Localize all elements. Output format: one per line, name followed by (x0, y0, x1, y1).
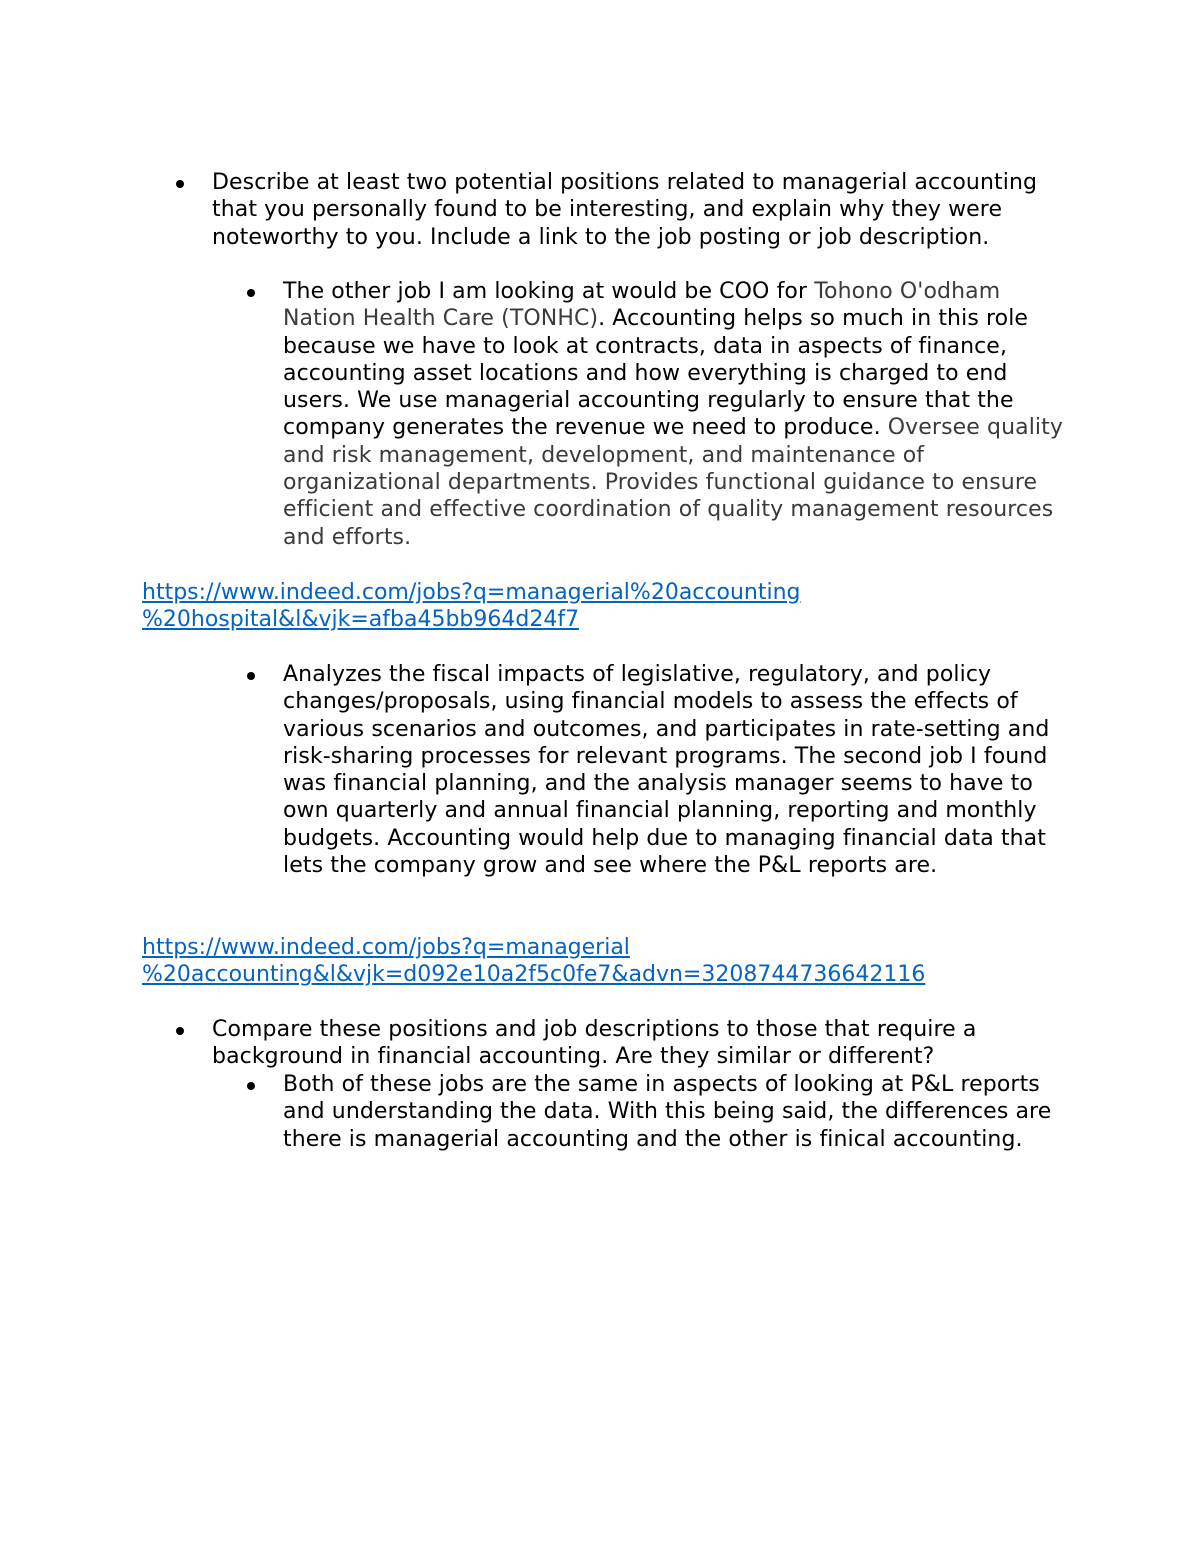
bullet-marker (247, 289, 255, 297)
bullet-prompt-compare: Compare these positions and job descriptions to those that require a background in financial accounting. Are they similar or different? (212, 1017, 977, 1070)
link-1-line-1: https://www.indeed.com/jobs?q=managerial%20accounting (142, 580, 801, 605)
bullet-marker (176, 1027, 184, 1035)
link-2-line-1: https://www.indeed.com/jobs?q=managerial (142, 935, 630, 960)
bullet-marker (247, 1082, 255, 1090)
answer-coo-employer: Tohono O'odham Nation Health Care (TONHC) (283, 279, 1001, 332)
bullet-marker (247, 672, 255, 680)
bullet-prompt-positions: Describe at least two potential positions related to managerial accounting that you personally found to be interesting, and explain why they were noteworthy to you. Include a link to the job posting or job description. (212, 170, 1038, 250)
bullet-marker (176, 180, 184, 188)
bullet-answer-financial-planning: Analyzes the fiscal impacts of legislative, regulatory, and policy changes/proposals, using financial models to assess the effects of various scenarios and outcomes, and participates in rate-setting and risk-sharing processes for relevant programs. The second job I found was financial planning, and the analysis manager seems to have to own quarterly and annual financial planning, reporting and monthly budgets. Accounting would help due to managing financial data that lets the company grow and see where the P&L reports are. (283, 662, 1050, 879)
answer-coo-text-2: . Accounting helps so much in this role because we have to look at contracts, data in aspects of finance, accounting asset locations and how everything is charged to end users. We use managerial accounting regularly to ensure that the company generates the revenue we need to produce. (283, 306, 1029, 441)
answer-coo-text-1: The other job I am looking at would be COO for (283, 279, 815, 304)
bullet-answer-coo (283, 278, 1073, 551)
job-posting-link-2[interactable] (142, 934, 1042, 989)
job-posting-link-1[interactable] (142, 579, 902, 634)
bullet-answer-compare: Both of these jobs are the same in aspects of looking at P&L reports and understanding the data. With this being said, the differences are there is managerial accounting and the other is finical accounting. (283, 1072, 1052, 1152)
link-2-line-2: %20accounting&l&vjk=d092e10a2f5c0fe7&advn=3208744736642116 (142, 962, 926, 988)
link-1-line-2: %20hospital&l&vjk=afba45bb964d24f7 (142, 607, 580, 633)
answer-coo-quote: Oversee quality and risk management, development, and maintenance of organizational departments. Provides functional guidance to ensure efficient and effective coordination of quality management resources and efforts. (283, 415, 1063, 550)
